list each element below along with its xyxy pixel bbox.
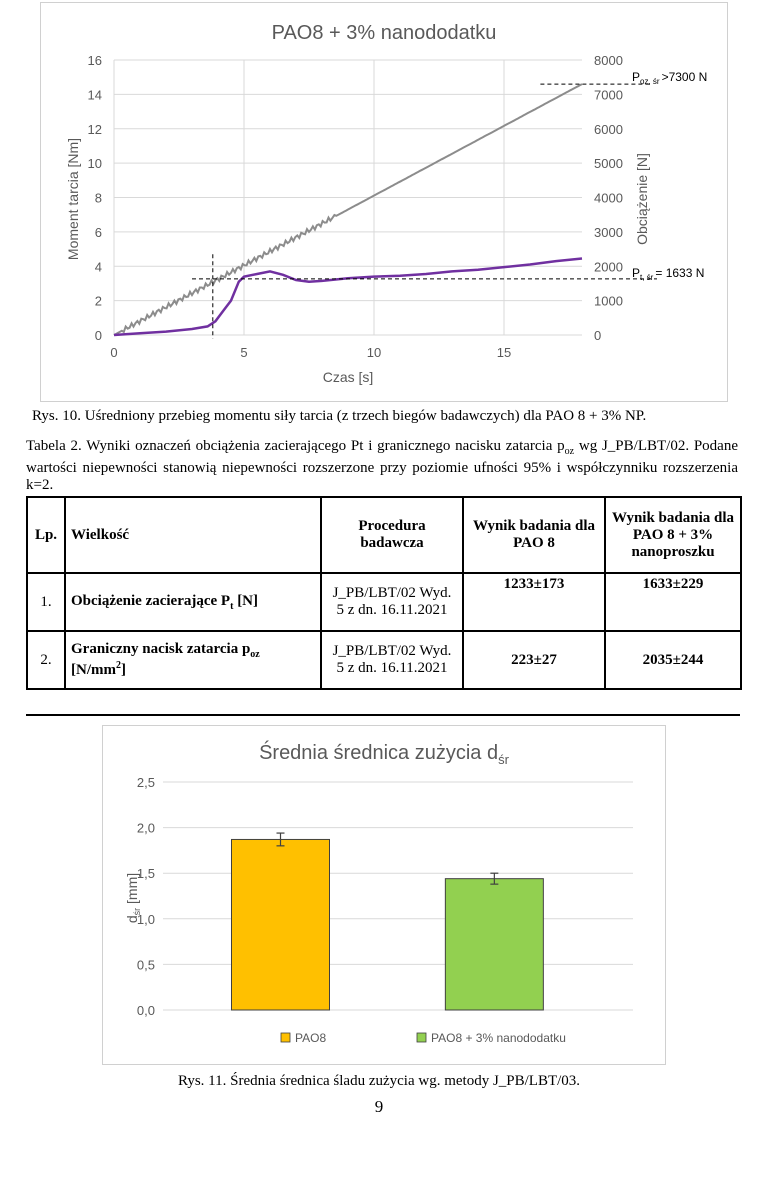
fig10-frame xyxy=(40,2,728,402)
fig10-left-axis-label: Moment tarcia [Nm] xyxy=(65,137,81,261)
fig10-y-tick: 6 xyxy=(94,224,102,240)
fig11-y-tick: 0,0 xyxy=(136,1003,155,1018)
fig10-y-tick: 8 xyxy=(94,190,102,206)
fig10-caption: Rys. 10. Uśredniony przebieg momentu siły tarcia (z trzech biegów badawczych) dla PAO 8 + 3% NP. xyxy=(32,408,647,424)
cell-wielkosc: Obciążenie zacierające $P_t$ [N] xyxy=(65,573,321,631)
cell-pao8: 223±27 xyxy=(463,631,605,689)
bar-pao8 xyxy=(232,839,330,1010)
fig10-title: PAO8 + 3% nanododatku xyxy=(271,22,497,44)
fig11-y-tick: 0,5 xyxy=(136,957,155,973)
load-series-line xyxy=(114,84,582,335)
fig10-x-tick: 15 xyxy=(496,345,512,360)
fig11-title: Średnia średnica zużycia $d_{śr}$ xyxy=(259,742,509,767)
legend-swatch xyxy=(281,1033,290,1042)
fig10-y-tick: 12 xyxy=(87,121,102,137)
th-lp: Lp. xyxy=(27,497,65,573)
th-wielkosc: Wielkość xyxy=(65,497,321,573)
results-table xyxy=(26,496,742,690)
cell-lp: 2. xyxy=(27,631,65,689)
fig11-y-tick: 2,5 xyxy=(136,775,155,790)
cell-procedura: J_PB/LBT/02 Wyd. 5 z dn. 16.11.2021 xyxy=(321,573,463,631)
annot-poz: $P_{oz, śr} >7300$ N xyxy=(632,70,708,86)
fig11-y-tick: 1,5 xyxy=(136,866,155,882)
fig10-y-tick: 2 xyxy=(94,293,102,309)
legend-label: PAO8 xyxy=(295,1031,327,1045)
fig10-x-tick: 0 xyxy=(110,345,118,360)
fig10-x-tick: 10 xyxy=(366,345,382,360)
cell-pao8: 1233±173 xyxy=(463,573,605,631)
fig10-y-tick: 16 xyxy=(87,53,102,68)
fig10-right-axis-label: Obciążenie [N] xyxy=(634,153,650,245)
fig11-y-tick: 2,0 xyxy=(136,820,155,836)
table-row xyxy=(27,573,741,631)
table2-caption: Tabela 2. Wyniki oznaczeń obciążenia zacierającego Pt i granicznego nacisku zatarcia $p_{oz}$ wg J_PB/LBT/02. Podane wartości niepewności stanowią niepewności rozszerzone przy poziomie ufności 95% i współczynniku rozszerzenia k=2. xyxy=(26,438,738,493)
fig10-y2-tick: 8000 xyxy=(594,53,623,68)
fig10-y2-tick: 0 xyxy=(594,328,602,343)
fig10-y2-tick: 3000 xyxy=(594,224,623,240)
cell-procedura: J_PB/LBT/02 Wyd. 5 z dn. 16.11.2021 xyxy=(321,631,463,689)
fig10-y-tick: 10 xyxy=(87,156,102,172)
page-number: 9 xyxy=(374,1097,384,1116)
fig10-x-label: Czas [s] xyxy=(322,369,374,385)
fig11-y-tick: 1,0 xyxy=(136,911,155,927)
fig10-y2-tick: 7000 xyxy=(594,87,623,103)
annot-pt: $P_{t, śr} = 1633$ N xyxy=(632,266,705,282)
cell-wielkosc: Graniczny nacisk zatarcia $p_{oz}$ $[N/mm^2]$ xyxy=(65,631,321,689)
fig10-chart xyxy=(41,3,727,401)
legend-label: PAO8 + 3% nanododatku xyxy=(431,1031,566,1045)
bar-pao8-np xyxy=(445,879,543,1010)
fig11-frame xyxy=(102,725,666,1065)
fig10-y-tick: 0 xyxy=(94,328,102,343)
fig10-y2-tick: 5000 xyxy=(594,156,623,172)
fig11-chart xyxy=(103,726,665,1064)
fig10-y-tick: 4 xyxy=(94,259,102,275)
cell-lp: 1. xyxy=(27,573,65,631)
section-divider xyxy=(26,714,740,716)
fig11-y-label: $d_{śr}$ [mm] xyxy=(124,872,142,924)
fig10-y2-tick: 4000 xyxy=(594,190,623,206)
fig10-x-tick: 5 xyxy=(240,345,248,360)
fig10-y2-tick: 1000 xyxy=(594,293,623,309)
cell-pao8np: 1633±229 xyxy=(605,573,741,631)
th-wynik-pao8: Wynik badania dla PAO 8 xyxy=(463,497,605,573)
fig10-y2-tick: 2000 xyxy=(594,259,623,275)
th-wynik-pao8np: Wynik badania dla PAO 8 + 3% nanoproszku xyxy=(605,497,741,573)
fig11-caption: Rys. 11. Średnia średnica śladu zużycia wg. metody J_PB/LBT/03. xyxy=(177,1073,581,1089)
table-row xyxy=(27,631,741,689)
cell-pao8np: 2035±244 xyxy=(605,631,741,689)
th-procedura: Procedura badawcza xyxy=(321,497,463,573)
fig10-y-tick: 14 xyxy=(87,87,102,103)
fig10-y2-tick: 6000 xyxy=(594,121,623,137)
legend-swatch xyxy=(417,1033,426,1042)
